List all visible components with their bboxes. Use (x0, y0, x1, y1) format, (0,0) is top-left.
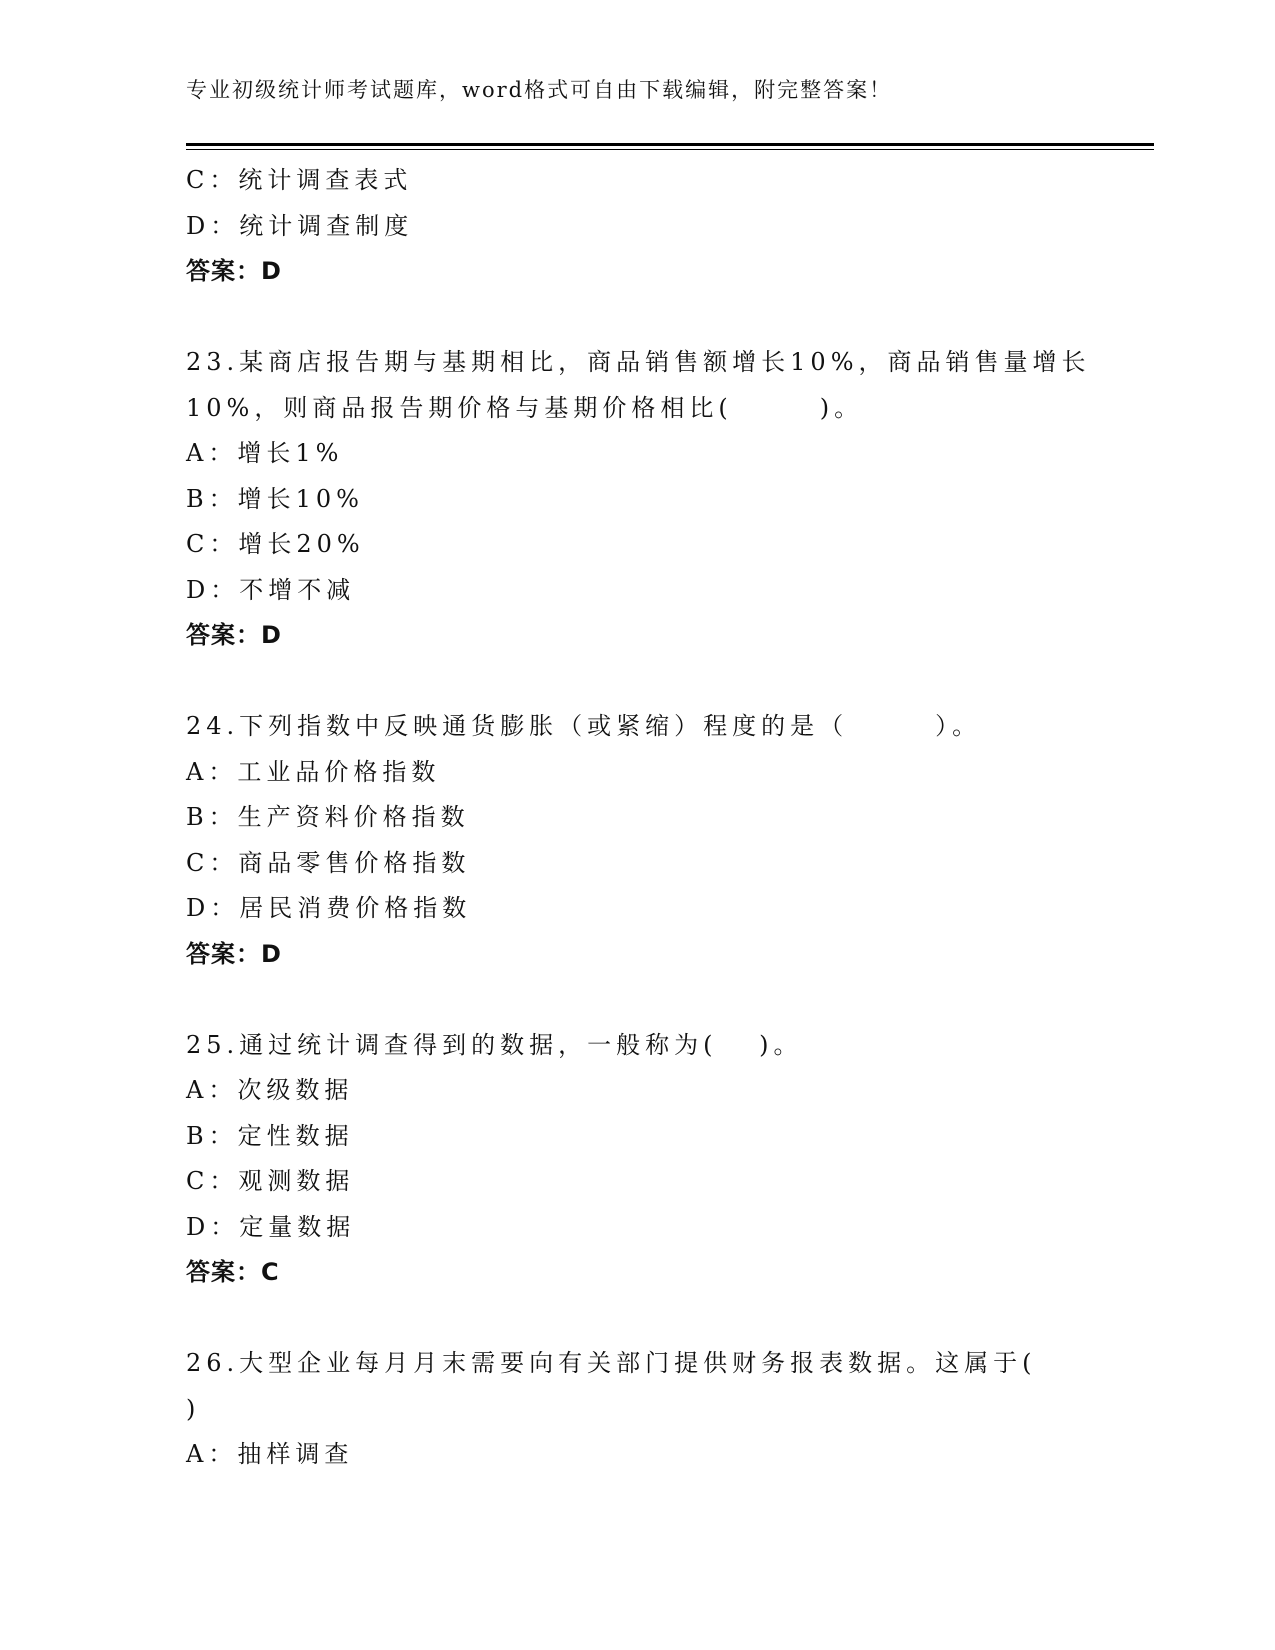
option-b: B：生产资料价格指数 (186, 803, 470, 831)
option-a: A：次级数据 (186, 1076, 354, 1104)
page-header: 专业初级统计师考试题库，word格式可自由下载编辑，附完整答案！ (186, 78, 893, 102)
question-list (186, 158, 1146, 1478)
spacer (186, 1296, 1146, 1342)
spacer (186, 977, 1146, 1023)
option-c: C：商品零售价格指数 (186, 848, 471, 877)
answer: 答案：D (186, 939, 282, 968)
option-a: A：抽样调查 (186, 1440, 354, 1468)
option-d: D：统计调查制度 (186, 211, 414, 240)
question-stem: 26.大型企业每月月末需要向有关部门提供财务报表数据。这属于( (186, 1349, 1037, 1377)
option-b: B：增长10% (186, 484, 364, 513)
option-a: A：工业品价格指数 (186, 757, 441, 786)
answer: 答案：D (186, 621, 282, 649)
option-b: B：定性数据 (186, 1121, 354, 1150)
answer: 答案：C (186, 1258, 280, 1286)
header-divider-thin (186, 149, 1154, 150)
question-stem-cont: 10%，则商品报告期价格与基期价格相比( )。 (186, 393, 864, 422)
question-stem-cont: ) (186, 1394, 201, 1423)
question-stem: 24.下列指数中反映通货膨胀（或紧缩）程度的是（ ）。 (186, 712, 982, 740)
question-26 (186, 1341, 1146, 1478)
option-d: D：定量数据 (186, 1212, 356, 1241)
question-stem: 25.通过统计调查得到的数据，一般称为( )。 (186, 1030, 803, 1059)
spacer (186, 659, 1146, 705)
option-c: C：统计调查表式 (186, 166, 413, 194)
header-divider-thick (186, 143, 1154, 146)
option-d: D：居民消费价格指数 (186, 894, 472, 922)
answer: 答案：D (186, 257, 282, 285)
spacer (186, 295, 1146, 341)
option-d: D：不增不减 (186, 575, 356, 604)
question-25 (186, 1023, 1146, 1296)
option-c: C：观测数据 (186, 1167, 355, 1195)
question-23 (186, 340, 1146, 659)
option-c: C：增长20% (186, 530, 365, 558)
question-24 (186, 704, 1146, 977)
question-stem: 23.某商店报告期与基期相比，商品销售额增长10%，商品销售量增长 (186, 348, 1091, 376)
question-22-continued (186, 158, 1146, 295)
option-a: A：增长1% (186, 439, 344, 467)
